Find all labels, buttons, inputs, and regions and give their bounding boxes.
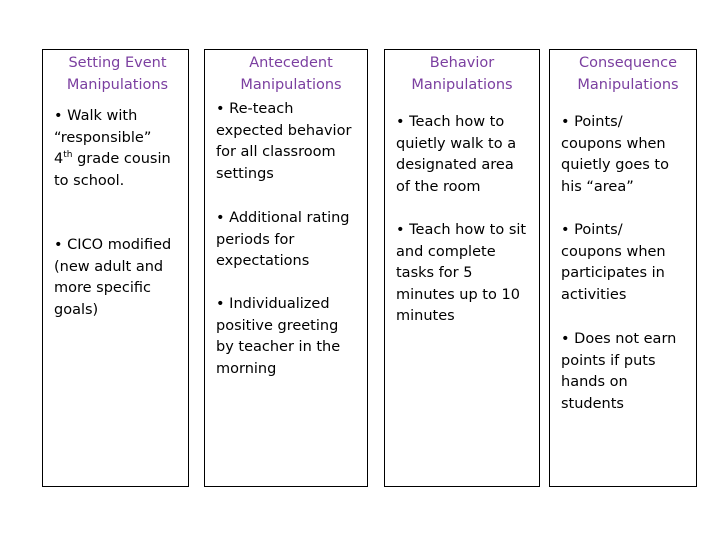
item-line: settings — [216, 165, 274, 182]
item-line: of the room — [396, 178, 481, 195]
header-line: Behavior — [429, 55, 495, 71]
item-line: coupons when — [561, 135, 666, 152]
item-line: expectations — [216, 253, 310, 269]
item-line: • Additional rating — [216, 210, 350, 226]
item-line: activities — [561, 286, 627, 303]
item-line: • Points/ — [561, 222, 623, 238]
antecedent-item-3 — [216, 294, 361, 380]
header-line: Manipulations — [66, 77, 169, 93]
item-line: points if puts — [561, 352, 656, 369]
item-line: • Individualized — [216, 296, 330, 312]
item-line: by teacher in the — [216, 339, 341, 355]
antecedent-column — [204, 49, 368, 487]
item-line: hands on — [561, 374, 628, 390]
consequence-item-2 — [561, 220, 690, 306]
consequence-item-1 — [561, 112, 690, 198]
header-line: Manipulations — [240, 77, 342, 93]
item-line: goals) — [54, 301, 99, 318]
header-line: Setting Event — [68, 55, 167, 71]
antecedent-header — [215, 52, 367, 96]
item-line: positive greeting — [216, 317, 339, 334]
consequence-header — [560, 52, 696, 96]
item-line: students — [561, 395, 624, 412]
item-line: minutes up to 10 — [396, 286, 520, 303]
item-line: his “area” — [561, 178, 634, 195]
item-line: periods for — [216, 231, 295, 248]
setting-event-item-2 — [54, 235, 182, 321]
item-line: • Re-teach — [216, 101, 294, 117]
item-line: (new adult and — [54, 258, 164, 275]
item-line: • CICO modified — [54, 237, 172, 253]
header-line: Manipulations — [577, 77, 679, 93]
item-line: morning — [216, 360, 277, 377]
item-line: and complete — [396, 243, 496, 260]
item-line: • Teach how to sit — [396, 222, 527, 238]
behavior-item-2 — [396, 220, 533, 328]
behavior-item-1 — [396, 112, 533, 198]
item-line: participates in — [561, 265, 665, 281]
consequence-item-3 — [561, 329, 690, 415]
header-line: Consequence — [578, 55, 678, 71]
ordinal-superscript: 4th — [54, 150, 73, 167]
antecedent-item-1 — [216, 99, 361, 185]
header-line: Antecedent — [249, 55, 333, 71]
behavior-column — [384, 49, 540, 487]
antecedent-item-2 — [216, 208, 361, 273]
setting-event-item-1 — [54, 106, 182, 192]
item-line: designated area — [396, 157, 514, 173]
item-line: for all classroom — [216, 144, 336, 160]
item-line: quietly walk to a — [396, 135, 517, 152]
item-line: • Points/ — [561, 114, 623, 130]
setting-event-header — [47, 52, 188, 96]
item-line: more specific — [54, 280, 151, 296]
setting-event-column — [42, 49, 189, 487]
behavior-header — [385, 52, 539, 96]
item-line: quietly goes to — [561, 157, 669, 173]
header-line: Manipulations — [411, 77, 513, 93]
item-line: • Does not earn — [561, 331, 677, 347]
item-line: to school. — [54, 172, 125, 189]
item-line: • Walk with — [54, 108, 138, 124]
item-line: coupons when — [561, 243, 666, 260]
item-line: “responsible” — [54, 129, 152, 146]
item-line: minutes — [396, 308, 455, 324]
item-line: 4th grade cousin — [54, 150, 171, 167]
item-line: expected behavior — [216, 122, 352, 139]
consequence-column — [549, 49, 697, 487]
item-line: tasks for 5 — [396, 265, 473, 281]
item-line: • Teach how to — [396, 114, 505, 130]
